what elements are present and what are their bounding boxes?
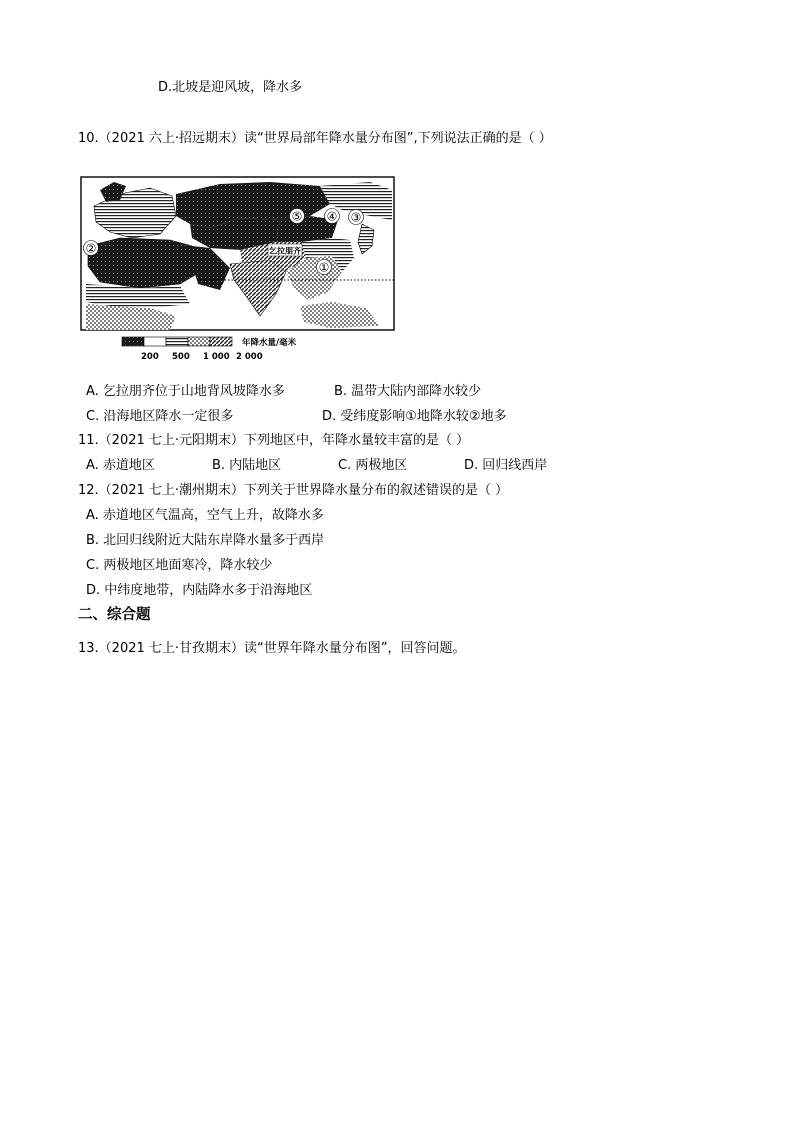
- q11-stem: 11.（2021 七上·元阳期末）下列地区中，年降水量较丰富的是（ ）: [78, 433, 470, 448]
- section-title-comprehensive: 二、综合题: [78, 607, 151, 623]
- q11-option-d[interactable]: D. 回归线西岸: [464, 458, 548, 473]
- legend-swatch-4: [188, 337, 210, 346]
- map-marker-5: ⑤: [291, 209, 303, 224]
- q9-option-d: D.北坡是迎风坡，降水多: [158, 80, 303, 95]
- map-marker-3: ③: [350, 210, 362, 225]
- q10-option-d[interactable]: D. 受纬度影响①地降水较②地多: [322, 409, 507, 424]
- legend-swatch-3: [166, 337, 188, 346]
- q10-option-a[interactable]: A. 乞拉朋齐位于山地背风坡降水多: [86, 384, 285, 399]
- q11-option-a[interactable]: A. 赤道地区: [86, 458, 155, 473]
- region-north-africa: [85, 238, 200, 288]
- q12-option-d[interactable]: D. 中纬度地带，内陆降水多于沿海地区: [86, 583, 313, 598]
- q11-option-c[interactable]: C. 两极地区: [338, 458, 408, 473]
- map-marker-1: ①: [318, 260, 330, 275]
- legend-tick-1000: 1 000: [203, 352, 230, 362]
- q11-option-b[interactable]: B. 内陆地区: [212, 458, 282, 473]
- q10-stem: 10.（2021 六上·招远期末）读“世界局部年降水量分布图”,下列说法正确的是（ ）: [78, 131, 552, 146]
- q12-stem: 12.（2021 七上·潮州期末）下列关于世界降水量分布的叙述错误的是（ ）: [78, 483, 509, 498]
- q10-option-b[interactable]: B. 温带大陆内部降水较少: [334, 384, 482, 399]
- q13-stem: 13.（2021 七上·甘孜期末）读“世界年降水量分布图”，回答问题。: [78, 641, 466, 656]
- map-marker-4: ④: [326, 209, 338, 224]
- map-legend: [122, 337, 297, 348]
- precipitation-map-figure: [80, 176, 395, 354]
- legend-swatch-1: [122, 337, 144, 346]
- legend-tick-500: 500: [172, 352, 190, 362]
- map-marker-2: ②: [85, 241, 97, 256]
- place-label-cherrapunji: 乞拉朋齐: [269, 246, 301, 256]
- q12-option-c[interactable]: C. 两极地区地面寒冷，降水较少: [86, 558, 273, 573]
- legend-swatch-5: [210, 337, 232, 346]
- legend-tick-2000: 2 000: [236, 352, 263, 362]
- q10-option-c[interactable]: C. 沿海地区降水一定很多: [86, 409, 234, 424]
- legend-title: 年降水量/毫米: [242, 338, 297, 348]
- legend-swatch-2: [144, 337, 166, 346]
- legend-tick-200: 200: [141, 352, 159, 362]
- q12-option-b[interactable]: B. 北回归线附近大陆东岸降水量多于西岸: [86, 533, 325, 548]
- q12-option-a[interactable]: A. 赤道地区气温高，空气上升，故降水多: [86, 508, 324, 523]
